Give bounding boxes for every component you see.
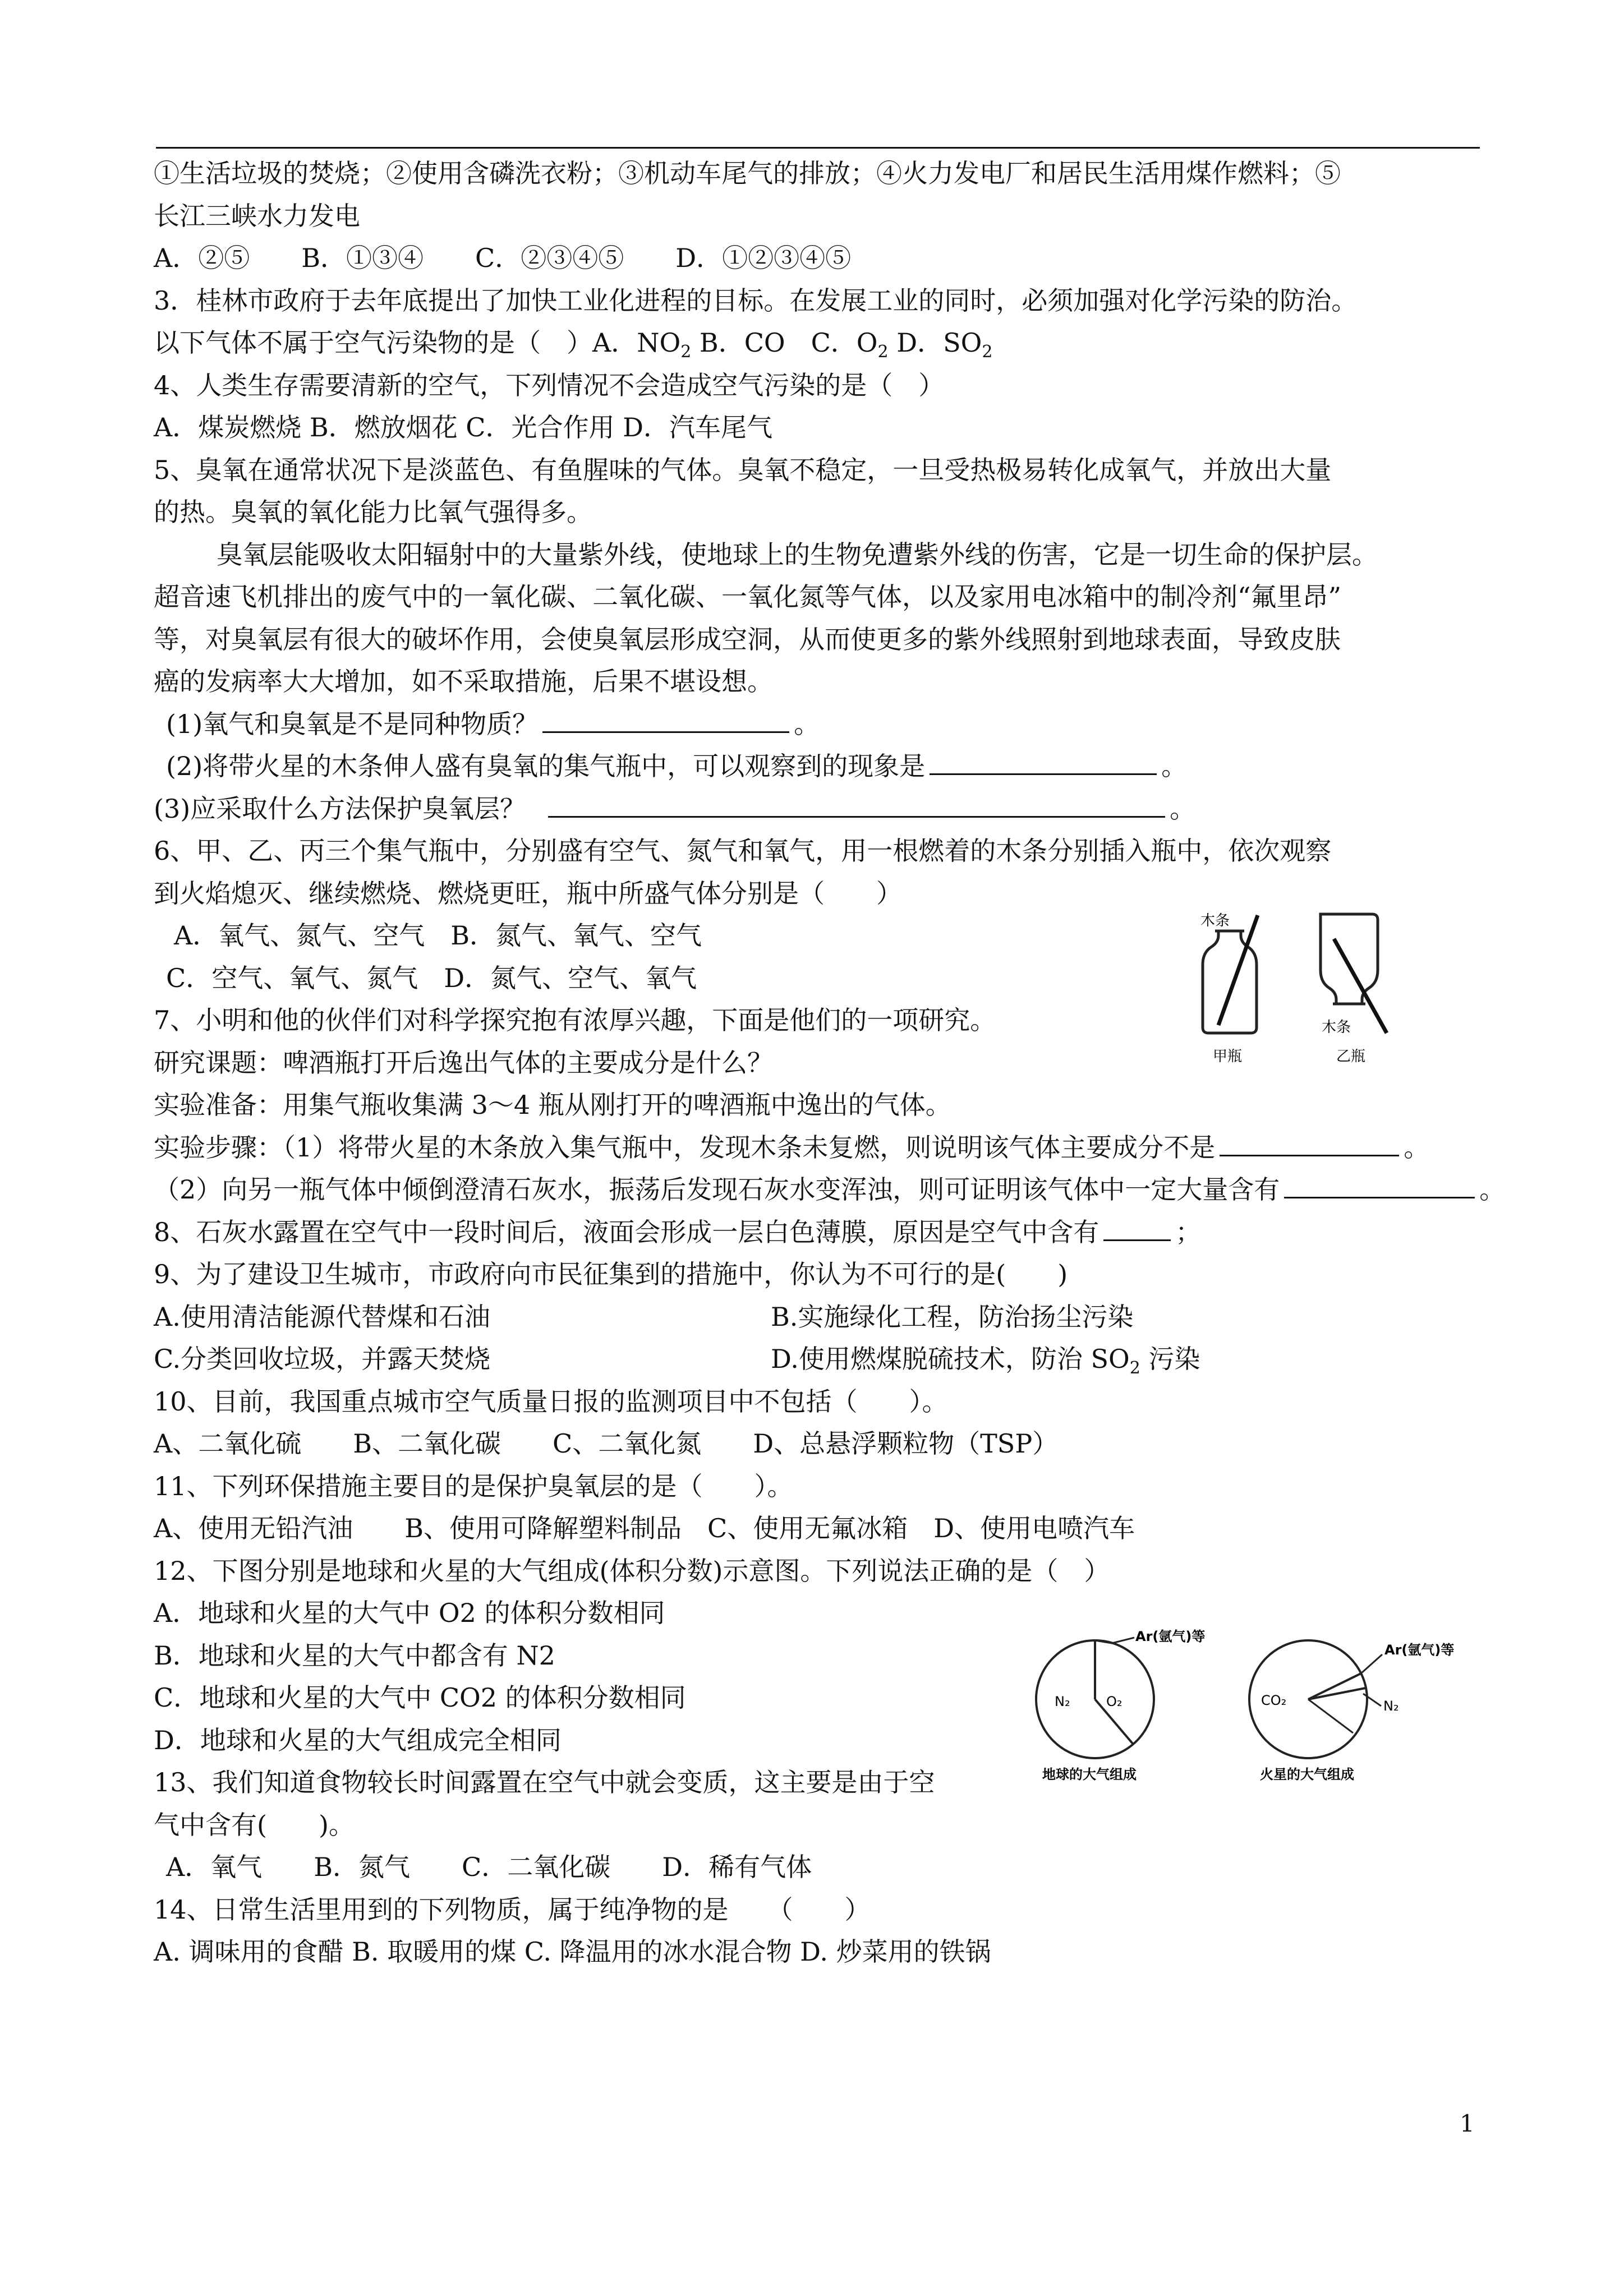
q5-2-end: 。 xyxy=(1161,751,1188,781)
q8-end: ； xyxy=(1175,1216,1202,1247)
text-line: ①生活垃圾的焚烧；②使用含磷洗衣粉；③机动车尾气的排放；④火力发电厂和居民生活用煤作燃料；⑤ xyxy=(154,158,1341,188)
q5-1-end: 。 xyxy=(794,708,820,739)
question-11: 11、下列环保措施主要目的是保护臭氧层的是（ ）。 xyxy=(154,1470,793,1501)
bottle-caption-2: 乙瓶 xyxy=(1336,1048,1366,1065)
question-9-options-ab xyxy=(154,1296,1489,1339)
question-10: 10、目前，我国重点城市空气质量日报的监测项目中不包括（ ）。 xyxy=(154,1386,948,1417)
question-4: 4、人类生存需要清新的空气，下列情况不会造成空气污染的是（ ） xyxy=(154,370,945,400)
earth-o2-label: O₂ xyxy=(1106,1694,1122,1709)
text-line: 的热。臭氧的氧化能力比氧气强得多。 xyxy=(154,497,592,527)
header-rule xyxy=(156,147,1480,149)
text-line: 气中含有( )。 xyxy=(154,1809,355,1840)
bottle-yi xyxy=(1321,914,1378,1004)
q3-sub: 2 xyxy=(982,342,993,362)
question-12-option-a: A．地球和火星的大气中 O2 的体积分数相同 xyxy=(154,1598,665,1628)
question-12: 12、下图分别是地球和火星的大气组成(体积分数)示意图。下列说法正确的是（ ） xyxy=(154,1555,1110,1586)
question-6: 6、甲、乙、丙三个集气瓶中，分别盛有空气、氮气和氧气，用一根燃着的木条分别插入瓶中，依次观察 xyxy=(154,836,1332,866)
answer-blank[interactable] xyxy=(1103,1214,1171,1241)
earth-ar-label: Ar(氩气)等 xyxy=(1135,1629,1206,1644)
question-5-3 xyxy=(154,788,1489,831)
text-line: 超音速飞机排出的废气中的一氧化碳、二氧化碳、一氧化氮等气体，以及家用电冰箱中的制冷剂“氟里昂” xyxy=(154,582,1342,612)
earth-pie xyxy=(1036,1638,1154,1758)
question-7-step-2 xyxy=(154,1169,1506,1211)
question-12-option-d: D．地球和火星的大气组成完全相同 xyxy=(154,1725,562,1755)
answer-blank[interactable] xyxy=(1284,1171,1475,1198)
mars-n2-label: N₂ xyxy=(1383,1698,1399,1714)
question-3: 3．桂林市政府于去年底提出了加快工业化进程的目标。在发展工业的同时，必须加强对化学污染的防治。 xyxy=(154,285,1358,316)
text-line: 癌的发病率大大增加，如不采取措施，后果不堪设想。 xyxy=(154,666,773,697)
q7-1-end: 。 xyxy=(1404,1132,1430,1163)
question-7-step-1 xyxy=(154,1127,1489,1169)
question-5: 5、臭氧在通常状况下是淡蓝色、有鱼腥味的气体。臭氧不稳定，一旦受热极易转化成氧气，并放出大量 xyxy=(154,454,1332,485)
q3-sub: 2 xyxy=(877,342,889,362)
question-3-options xyxy=(154,322,1489,365)
question-5-2 xyxy=(154,745,1489,788)
question-13: 13、我们知道食物较长时间露置在空气中就会变质，这主要是由于空 xyxy=(154,1767,935,1797)
options-line: A．②⑤ B．①③④ C．②③④⑤ D．①②③④⑤ xyxy=(154,243,852,273)
text-line: 到火焰熄灭、继续燃烧、燃烧更旺，瓶中所盛气体分别是（ ） xyxy=(154,878,902,909)
text-line: 等，对臭氧层有很大的破坏作用，会使臭氧层形成空洞，从而使更多的紫外线照射到地球表面，导致皮肤 xyxy=(154,624,1341,654)
earth-n2-label: N₂ xyxy=(1055,1694,1070,1709)
answer-blank[interactable] xyxy=(930,748,1157,775)
mars-caption: 火星的大气组成 xyxy=(1260,1767,1354,1782)
question-10-options: A、二氧化硫 B、二氧化碳 C、二氧化氮 D、总悬浮颗粒物（TSP） xyxy=(154,1428,1059,1459)
q5-1-text: (1)氧气和臭氧是不是同种物质？ xyxy=(166,708,539,739)
text-line: 实验准备：用集气瓶收集满 3～4 瓶从刚打开的啤酒瓶中逸出的气体。 xyxy=(154,1090,951,1120)
stick-label-2: 木条 xyxy=(1322,1019,1351,1036)
question-9-options-cd xyxy=(154,1338,1489,1381)
question-6-options-cd: C．空气、氧气、氮气 D．氮气、空气、氧气 xyxy=(166,962,697,993)
text-line: 研究课题：啤酒瓶打开后逸出气体的主要成分是什么？ xyxy=(154,1047,773,1078)
question-14: 14、日常生活里用到的下列物质，属于纯净物的是 （ ） xyxy=(154,1894,871,1925)
q7-2-end: 。 xyxy=(1479,1174,1506,1205)
answer-blank[interactable] xyxy=(548,790,1165,818)
q7-1-text: 实验步骤：（1）将带火星的木条放入集气瓶中，发现木条未复燃，则说明该气体主要成分不是 xyxy=(154,1132,1216,1163)
q9-option-b: B.实施绿化工程，防治扬尘污染 xyxy=(771,1301,1134,1332)
question-4-options: A．煤炭燃烧 B．燃放烟花 C．光合作用 D．汽车尾气 xyxy=(154,412,772,442)
page-number: 1 xyxy=(1460,2110,1475,2137)
stick-label-1: 木条 xyxy=(1200,912,1230,929)
text-line: 长江三峡水力发电 xyxy=(154,200,360,231)
question-6-options-ab: A．氧气、氮气、空气 B．氮气、氧气、空气 xyxy=(174,920,702,951)
answer-blank[interactable] xyxy=(542,706,789,733)
q8-text: 8、石灰水露置在空气中一段时间后，液面会形成一层白色薄膜，原因是空气中含有 xyxy=(154,1216,1099,1247)
q3-text: 以下气体不属于空气污染物的是（ ）A．NO xyxy=(154,328,681,358)
question-8 xyxy=(154,1211,1489,1254)
q3-sub: 2 xyxy=(680,342,692,362)
q5-3-end: 。 xyxy=(1170,793,1196,824)
q5-3-text: (3)应采取什么方法保护臭氧层？ xyxy=(154,793,526,824)
answer-blank[interactable] xyxy=(1220,1129,1399,1156)
q9-option-c: C.分类回收垃圾，并露天焚烧 xyxy=(154,1344,491,1374)
atmosphere-figure xyxy=(1028,1626,1476,1795)
text-line: 臭氧层能吸收太阳辐射中的大量紫外线，使地球上的生物免遭紫外线的伤害，它是一切生命的保护层。 xyxy=(217,539,1378,570)
q3-b: B．CO C．O xyxy=(691,328,878,358)
q5-2-text: (2)将带火星的木条伸人盛有臭氧的集气瓶中，可以观察到的现象是 xyxy=(166,751,926,781)
earth-caption: 地球的大气组成 xyxy=(1042,1767,1137,1782)
question-9: 9、为了建设卫生城市，市政府向市民征集到的措施中，你认为不可行的是( ) xyxy=(154,1259,1068,1289)
q9-option-d: D.使用燃煤脱硫技术，防治 $SO_2$ 污染 xyxy=(771,1344,1200,1378)
question-12-option-c: C．地球和火星的大气中 CO2 的体积分数相同 xyxy=(154,1682,686,1713)
bottles-figure xyxy=(1189,903,1402,1071)
question-7: 7、小明和他的伙伴们对科学探究抱有浓厚兴趣，下面是他们的一项研究。 xyxy=(154,1005,996,1035)
q3-c: D．SO xyxy=(888,328,982,358)
question-12-option-b: B．地球和火星的大气中都含有 N2 xyxy=(154,1640,555,1671)
q9-option-a: A.使用清洁能源代替煤和石油 xyxy=(154,1301,490,1332)
bottle-caption-1: 甲瓶 xyxy=(1213,1048,1243,1065)
question-14-options: A. 调味用的食醋 B. 取暖用的煤 C. 降温用的冰水混合物 D. 炒菜用的铁锅 xyxy=(154,1937,991,1967)
question-5-1 xyxy=(154,703,1489,746)
mars-co2-label: CO₂ xyxy=(1261,1693,1287,1708)
q7-2-text: （2）向另一瓶气体中倾倒澄清石灰水，振荡后发现石灰水变浑浊，则可证明该气体中一定大量含有 xyxy=(154,1174,1280,1205)
question-11-options: A、使用无铅汽油 B、使用可降解塑料制品 C、使用无氟冰箱 D、使用电喷汽车 xyxy=(154,1513,1135,1543)
mars-ar-label: Ar(氩气)等 xyxy=(1384,1642,1455,1658)
question-13-options: A．氧气 B．氮气 C．二氧化碳 D．稀有气体 xyxy=(166,1852,812,1882)
